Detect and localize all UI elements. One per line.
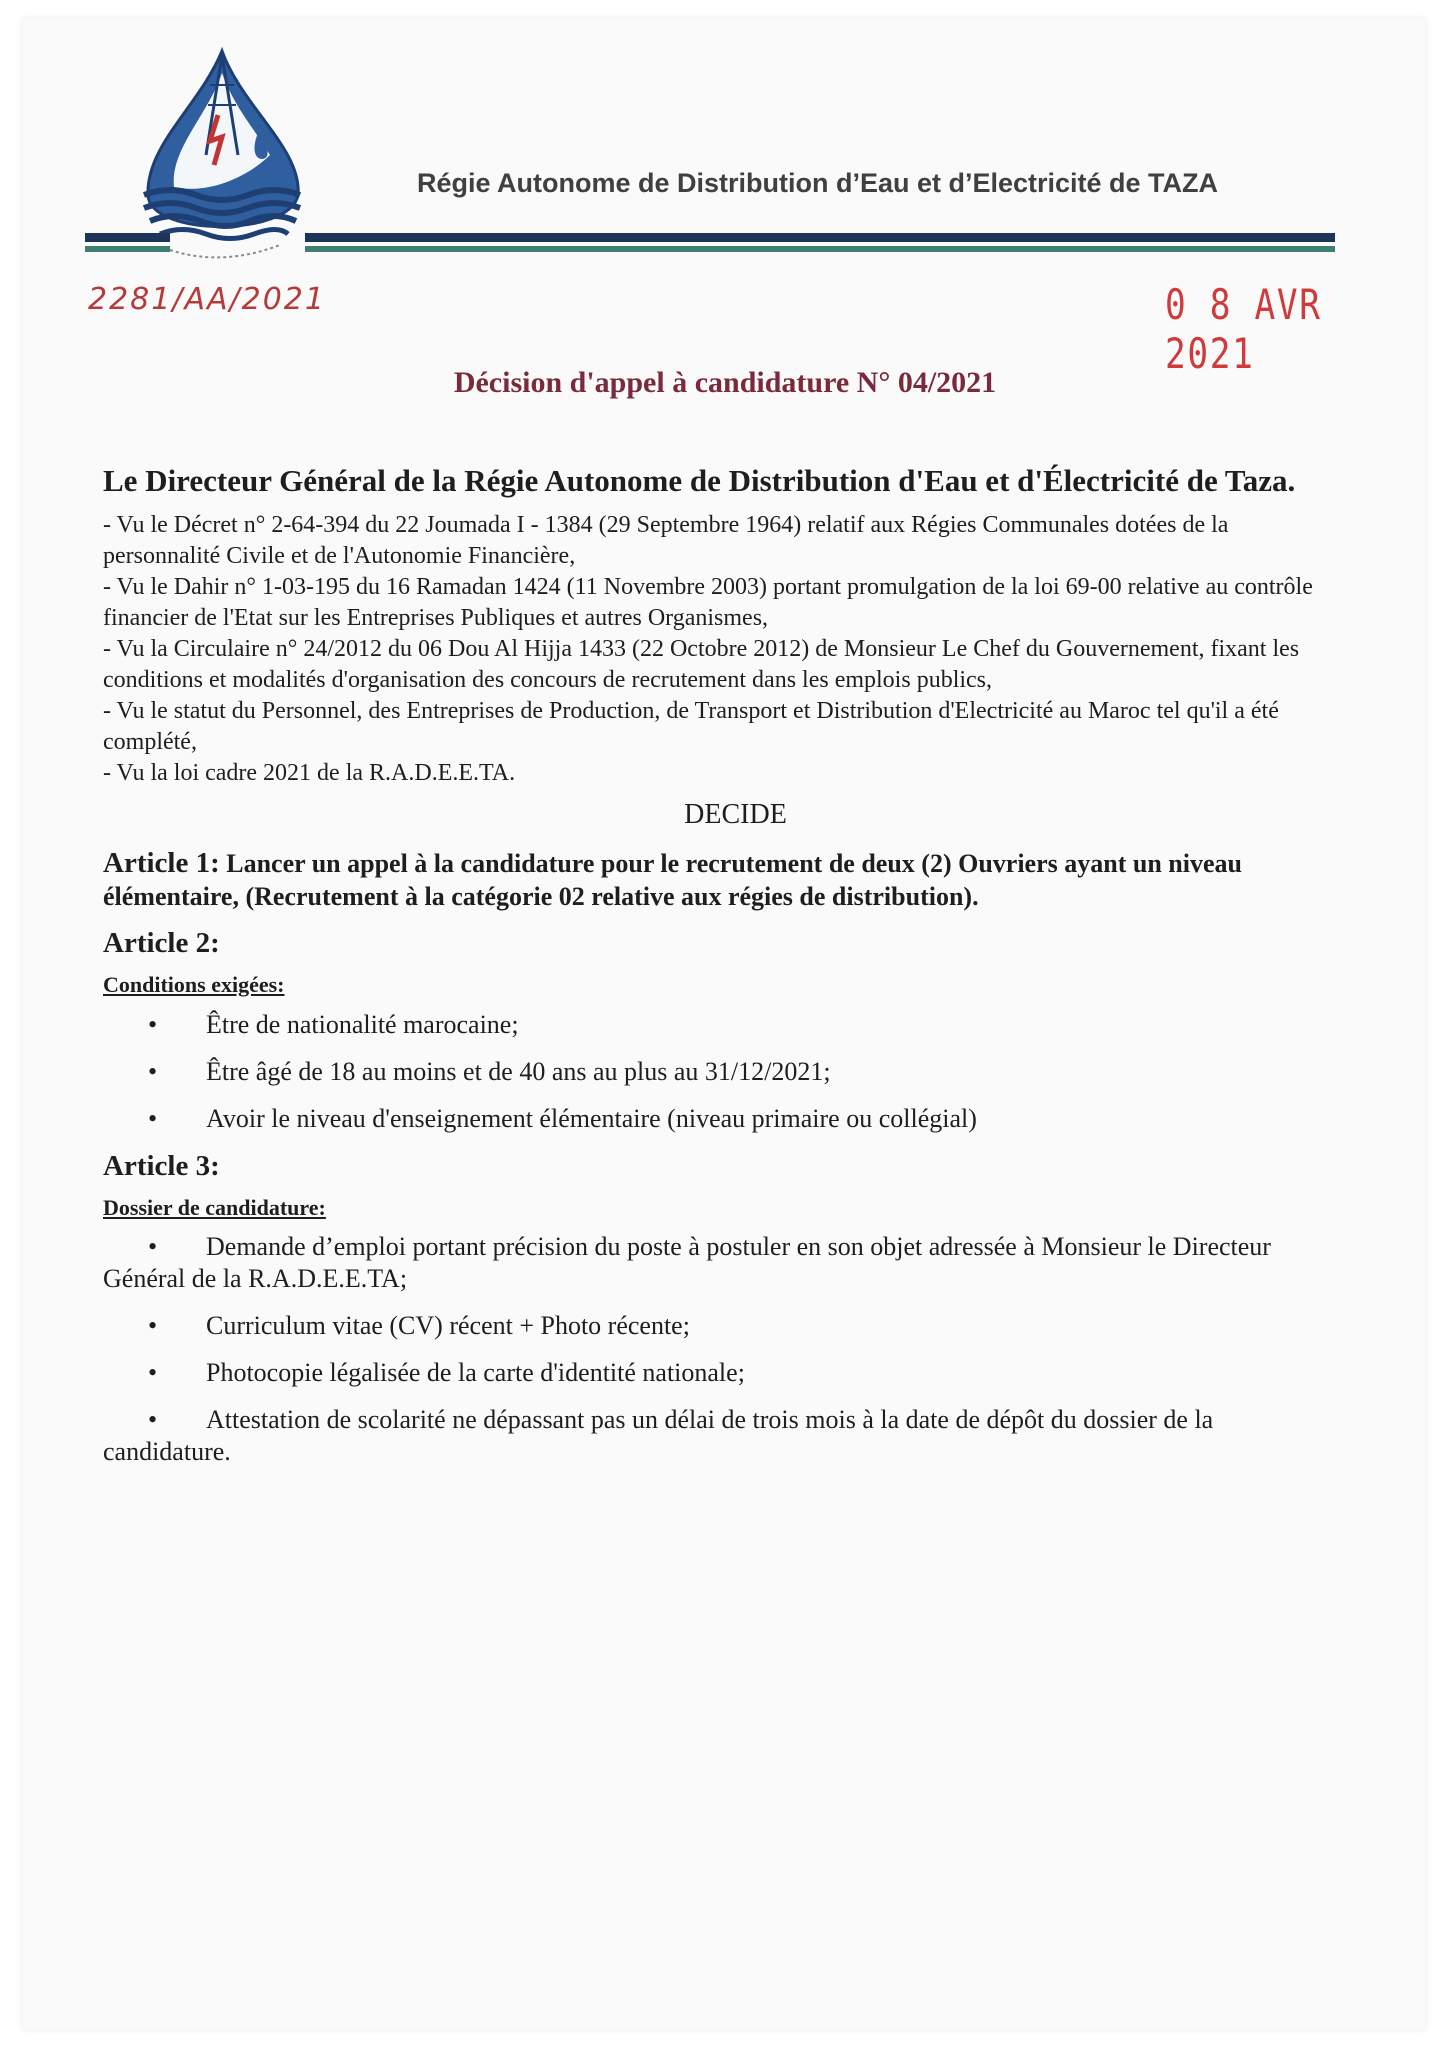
recital: - Vu le Décret n° 2-64-394 du 22 Joumada I - 1384 (29 Septembre 1964) relatif aux Régies Communales dotées de la personnalité Civile et de l'Autonomie Financière, xyxy=(103,512,1229,569)
recital: - Vu la loi cadre 2021 de la R.A.D.E.E.TA. xyxy=(103,760,516,786)
recital: - Vu la Circulaire n° 24/2012 du 06 Dou Al Hijja 1433 (22 Octobre 2012) de Monsieur Le Chef du Gouvernement, fixant les conditions et modalités d'organisation des concours de recrutement dans les emplois publics, xyxy=(103,636,1300,693)
bullet-icon: • xyxy=(148,1010,158,1039)
article-1-label: Article 1: xyxy=(103,847,220,879)
header-rule-green-right xyxy=(305,246,1335,252)
list-item xyxy=(103,1357,1328,1389)
bullet-icon: • xyxy=(148,1405,158,1434)
list-item xyxy=(103,1231,1328,1295)
header-rule-navy-left xyxy=(85,233,170,242)
bullet-icon: • xyxy=(148,1057,158,1086)
header-rule-navy-right xyxy=(305,233,1335,242)
decide-heading: DECIDE xyxy=(684,799,787,830)
condition-text: Avoir le niveau d'enseignement élémentaire (niveau primaire ou collégial) xyxy=(206,1104,977,1133)
list-item xyxy=(103,1055,1328,1089)
bullet-icon: • xyxy=(148,1232,158,1261)
list-item xyxy=(103,1404,1328,1468)
article-3-label: Article 3: xyxy=(103,1150,220,1182)
dossier-text: Curriculum vitae (CV) récent + Photo récente; xyxy=(206,1311,690,1340)
document-title: Décision d'appel à candidature N° 04/2021 xyxy=(453,366,997,399)
condition-text: Être âgé de 18 au moins et de 40 ans au plus au 31/12/2021; xyxy=(206,1057,831,1086)
recitals xyxy=(103,510,1328,789)
condition-text: Être de nationalité marocaine; xyxy=(206,1010,519,1039)
recital: - Vu le Dahir n° 1-03-195 du 16 Ramadan 1424 (11 Novembre 2003) portant promulgation de la loi 69-00 relative au contrôle financier de l'Etat sur les Entreprises Publiques et autres Organismes, xyxy=(103,574,1313,631)
dossier-text: Demande d’emploi portant précision du poste à postuler en son objet adressée à Monsieur le Directeur Général de la R.A.D.E.E.TA; xyxy=(103,1232,1271,1293)
handwritten-reference-number: 2281/AA/2021 xyxy=(88,282,326,317)
bullet-icon: • xyxy=(148,1358,158,1387)
conditions-list xyxy=(103,1008,1328,1136)
dossier-list xyxy=(103,1231,1328,1468)
list-item xyxy=(103,1310,1328,1342)
radeeta-logo xyxy=(130,45,315,260)
dossier-text: Attestation de scolarité ne dépassant pas un délai de trois mois à la date de dépôt du dossier de la candidature. xyxy=(103,1405,1214,1466)
bullet-icon: • xyxy=(148,1311,158,1340)
conditions-subheading: Conditions exigées: xyxy=(103,972,285,997)
bullet-icon: • xyxy=(148,1104,158,1133)
list-item xyxy=(103,1008,1328,1042)
dossier-subheading: Dossier de candidature: xyxy=(103,1195,326,1220)
header-rule-green-left xyxy=(85,246,170,252)
recital: - Vu le statut du Personnel, des Entreprises de Production, de Transport et Distribution d'Electricité au Maroc tel qu'il a été complété, xyxy=(103,698,1279,755)
dossier-text: Photocopie légalisée de la carte d'identité nationale; xyxy=(206,1358,745,1387)
letterhead-tifinagh xyxy=(400,113,1235,153)
letterhead-arabic xyxy=(400,58,1235,100)
article-1 xyxy=(103,847,1328,913)
article-1-text: Lancer un appel à la candidature pour le recrutement de deux (2) Ouvriers ayant un niveau élémentaire, (Recrutement à la catégorie 02 relative aux régies de distribution). xyxy=(103,849,1242,911)
article-2-label: Article 2: xyxy=(103,927,220,959)
letterhead-french: Régie Autonome de Distribution d’Eau et d’Electricité de TAZA xyxy=(416,168,1219,198)
date-stamp: 0 8 AVR 2021 xyxy=(1165,280,1322,378)
director-heading: Le Directeur Général de la Régie Autonome de Distribution d'Eau et d'Électricité de Taza. xyxy=(103,463,1296,498)
document-body xyxy=(103,462,1328,1483)
list-item xyxy=(103,1102,1328,1136)
